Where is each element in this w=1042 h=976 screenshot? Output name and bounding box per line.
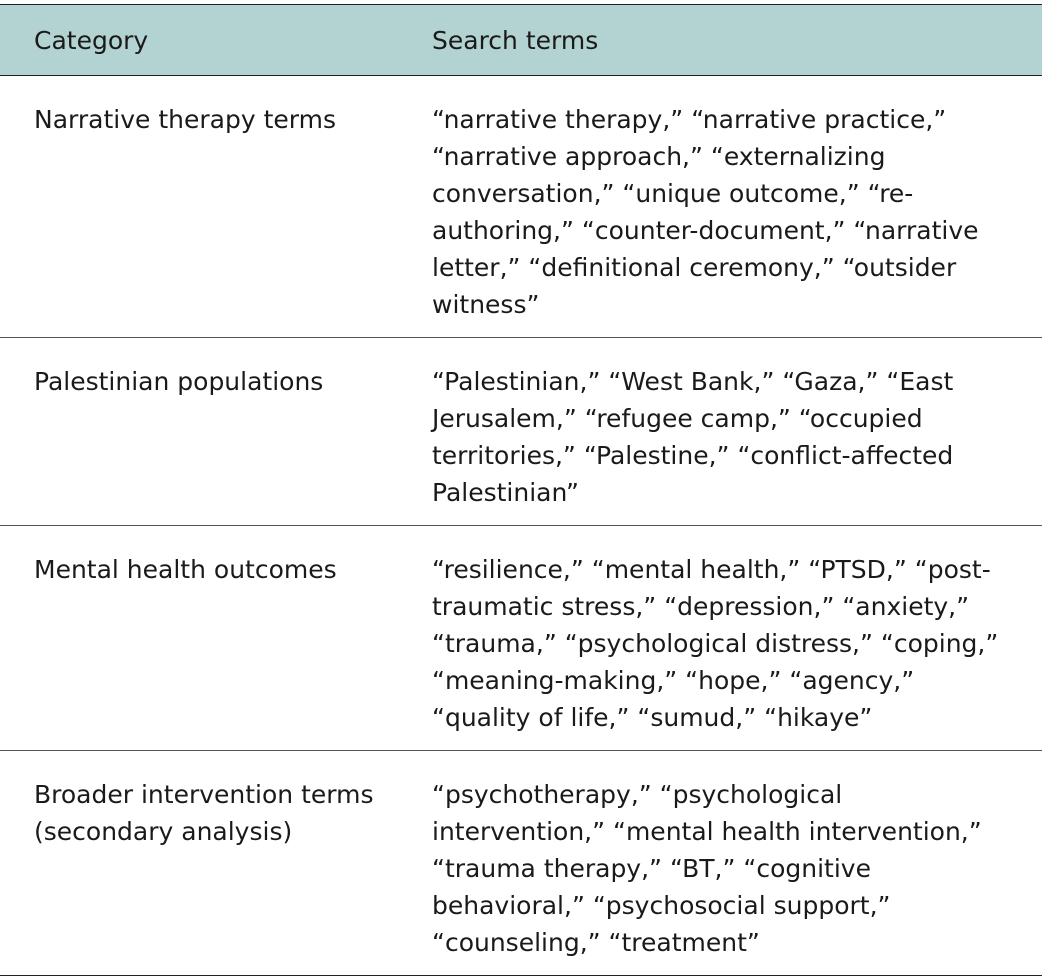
row-category: Broader intervention terms (secondary analysis) bbox=[0, 751, 398, 976]
row-category: Mental health outcomes bbox=[0, 526, 398, 751]
row-search-terms: “psychotherapy,” “psychological intervention,” “mental health intervention,” “trauma therapy,” “BT,” “cognitive behavioral,” “psychosocial support,” “counseling,” “treatment” bbox=[398, 751, 1042, 976]
column-header-category: Category bbox=[0, 5, 398, 76]
table-body bbox=[0, 76, 1042, 976]
header-row bbox=[0, 5, 1042, 76]
column-header-search-terms: Search terms bbox=[398, 5, 1042, 76]
search-terms-table bbox=[0, 4, 1042, 976]
search-terms-table-container bbox=[0, 4, 1042, 976]
table-row bbox=[0, 526, 1042, 751]
table-row bbox=[0, 751, 1042, 976]
table-row bbox=[0, 338, 1042, 526]
table-header bbox=[0, 5, 1042, 76]
row-search-terms: “resilience,” “mental health,” “PTSD,” “post-traumatic stress,” “depression,” “anxiety,” “trauma,” “psychological distress,” “coping,” “meaning-making,” “hope,” “agency,” “quality of life,” “sumud,” “hikaye” bbox=[398, 526, 1042, 751]
row-category: Palestinian populations bbox=[0, 338, 398, 526]
row-search-terms: “narrative therapy,” “narrative practice,” “narrative approach,” “externalizing conversation,” “unique outcome,” “re-authoring,” “counter-document,” “narrative letter,” “definitional ceremony,” “outsider witness” bbox=[398, 76, 1042, 338]
row-category: Narrative therapy terms bbox=[0, 76, 398, 338]
table-row bbox=[0, 76, 1042, 338]
row-search-terms: “Palestinian,” “West Bank,” “Gaza,” “East Jerusalem,” “refugee camp,” “occupied territories,” “Palestine,” “conflict-affected Palestinian” bbox=[398, 338, 1042, 526]
